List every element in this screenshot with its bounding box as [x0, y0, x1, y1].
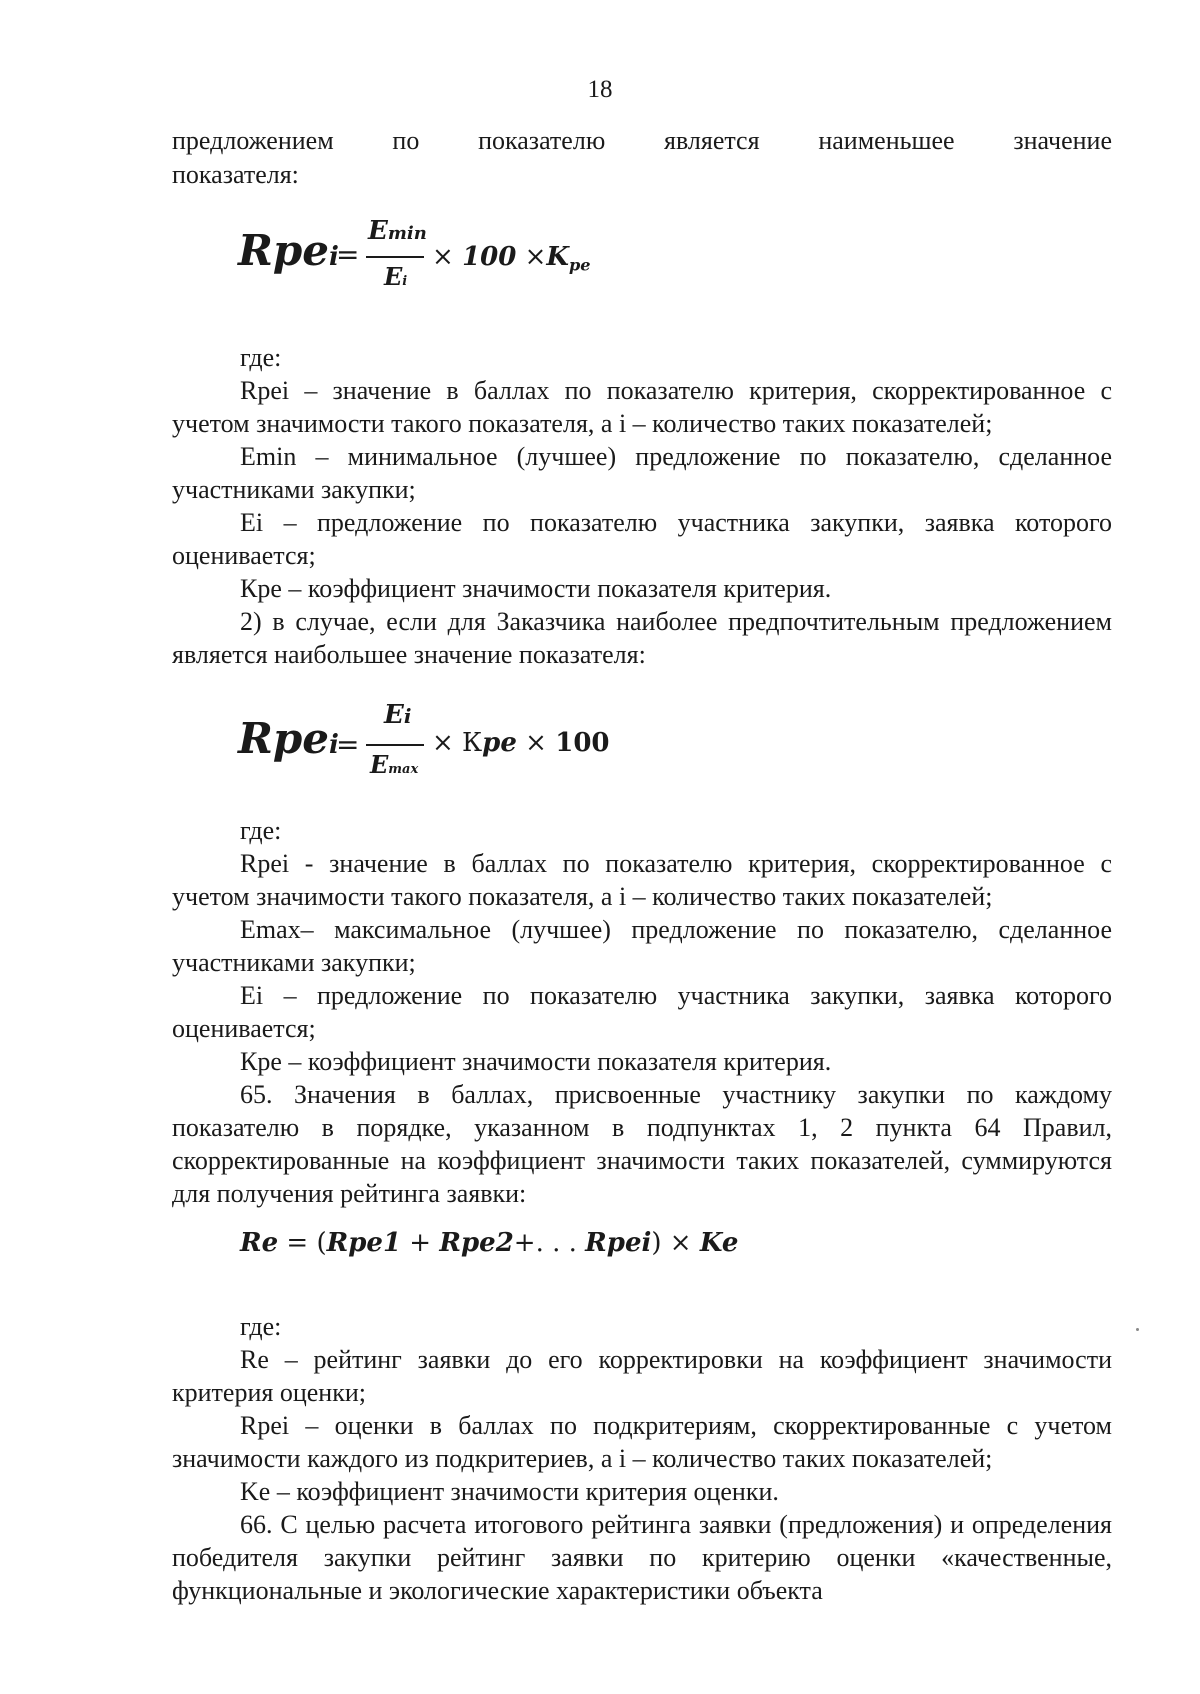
definition-rpei-3: Rpei – оценки в баллах по подкритериям, скорректированные с учетом значимости каждого из подкритериев, а i – количество таких показателей;: [172, 1411, 1112, 1473]
definition-rpei-1: Rpei – значение в баллах по показателю критерия, скорректированное с учетом значимости такого показателя, а i – количество таких показателей;: [172, 376, 1112, 438]
formula-1-lhs: Rpei: [238, 226, 339, 275]
formula-2-rest: × Кpe × 100: [432, 728, 610, 758]
where-label-1: где:: [240, 343, 282, 372]
formula-2-fraction-bar: [366, 744, 424, 746]
formula-1-rest: × $100 \times K_{pe}$: [432, 242, 591, 275]
definition-emin: Emin – минимальное (лучшее) предложение по показателю, сделанное участниками закупки;: [172, 442, 1112, 504]
definition-kpe-2: Кре – коэффициент значимости показателя критерия.: [240, 1047, 832, 1076]
formula-2-equals: =: [336, 728, 360, 761]
scan-speck: [1136, 1328, 1139, 1331]
formula-1-denominator: Ei: [384, 262, 408, 291]
definition-ei-1: Ei – предложение по показателю участника закупки, заявка которого оценивается;: [172, 508, 1112, 570]
definition-rpei-2: Rpei - значение в баллах по показателю критерия, скорректированное с учетом значимости такого показателя, а i – количество таких показателей;: [172, 849, 1112, 911]
case-2-paragraph: 2) в случае, если для Заказчика наиболее предпочтительным предложением является наибольшее значение показателя:: [172, 607, 1112, 669]
definition-kpe-1: Кре – коэффициент значимости показателя критерия.: [240, 574, 832, 603]
formula-1-equals: =: [336, 238, 360, 271]
formula-1-fraction-bar: [366, 256, 424, 258]
formula-2-denominator: Emax: [370, 750, 419, 779]
paragraph-65: 65. Значения в баллах, присвоенные участнику закупки по каждому показателю в порядке, указанном в подпунктах 1, 2 пункта 64 Правил, скорректированные на коэффициент значимости таких показателей, суммируются для получения рейтинга заявки:: [172, 1080, 1112, 1208]
paragraph-66: 66. С целью расчета итогового рейтинга заявки (предложения) и определения победителя закупки рейтинг заявки по критерию оценки «качественные, функциональные и экологические характеристики объекта: [172, 1510, 1112, 1605]
page-number: 18: [587, 76, 613, 103]
where-label-2: где:: [240, 816, 282, 845]
intro-line-2: показателя:: [172, 160, 299, 189]
formula-2-lhs: Rpei: [238, 714, 339, 763]
formula-2-numerator: Ei: [384, 700, 412, 730]
definition-emax: Emax– максимальное (лучшее) предложение по показателю, сделанное участниками закупки;: [172, 915, 1112, 977]
definition-ei-2: Ei – предложение по показателю участника закупки, заявка которого оценивается;: [172, 981, 1112, 1043]
definition-ke: Ke – коэффициент значимости критерия оценки.: [240, 1477, 779, 1506]
intro-line-1: предложением по показателю является наименьшее значение: [172, 126, 1112, 155]
definition-re: Re – рейтинг заявки до его корректировки на коэффициент значимости критерия оценки;: [172, 1345, 1112, 1407]
where-label-3: где:: [240, 1312, 282, 1341]
formula-1-numerator: Emin: [368, 216, 427, 246]
formula-3: Re = (Rpe1 + Rpe2+. . . Rpei) × Ke: [240, 1228, 739, 1258]
